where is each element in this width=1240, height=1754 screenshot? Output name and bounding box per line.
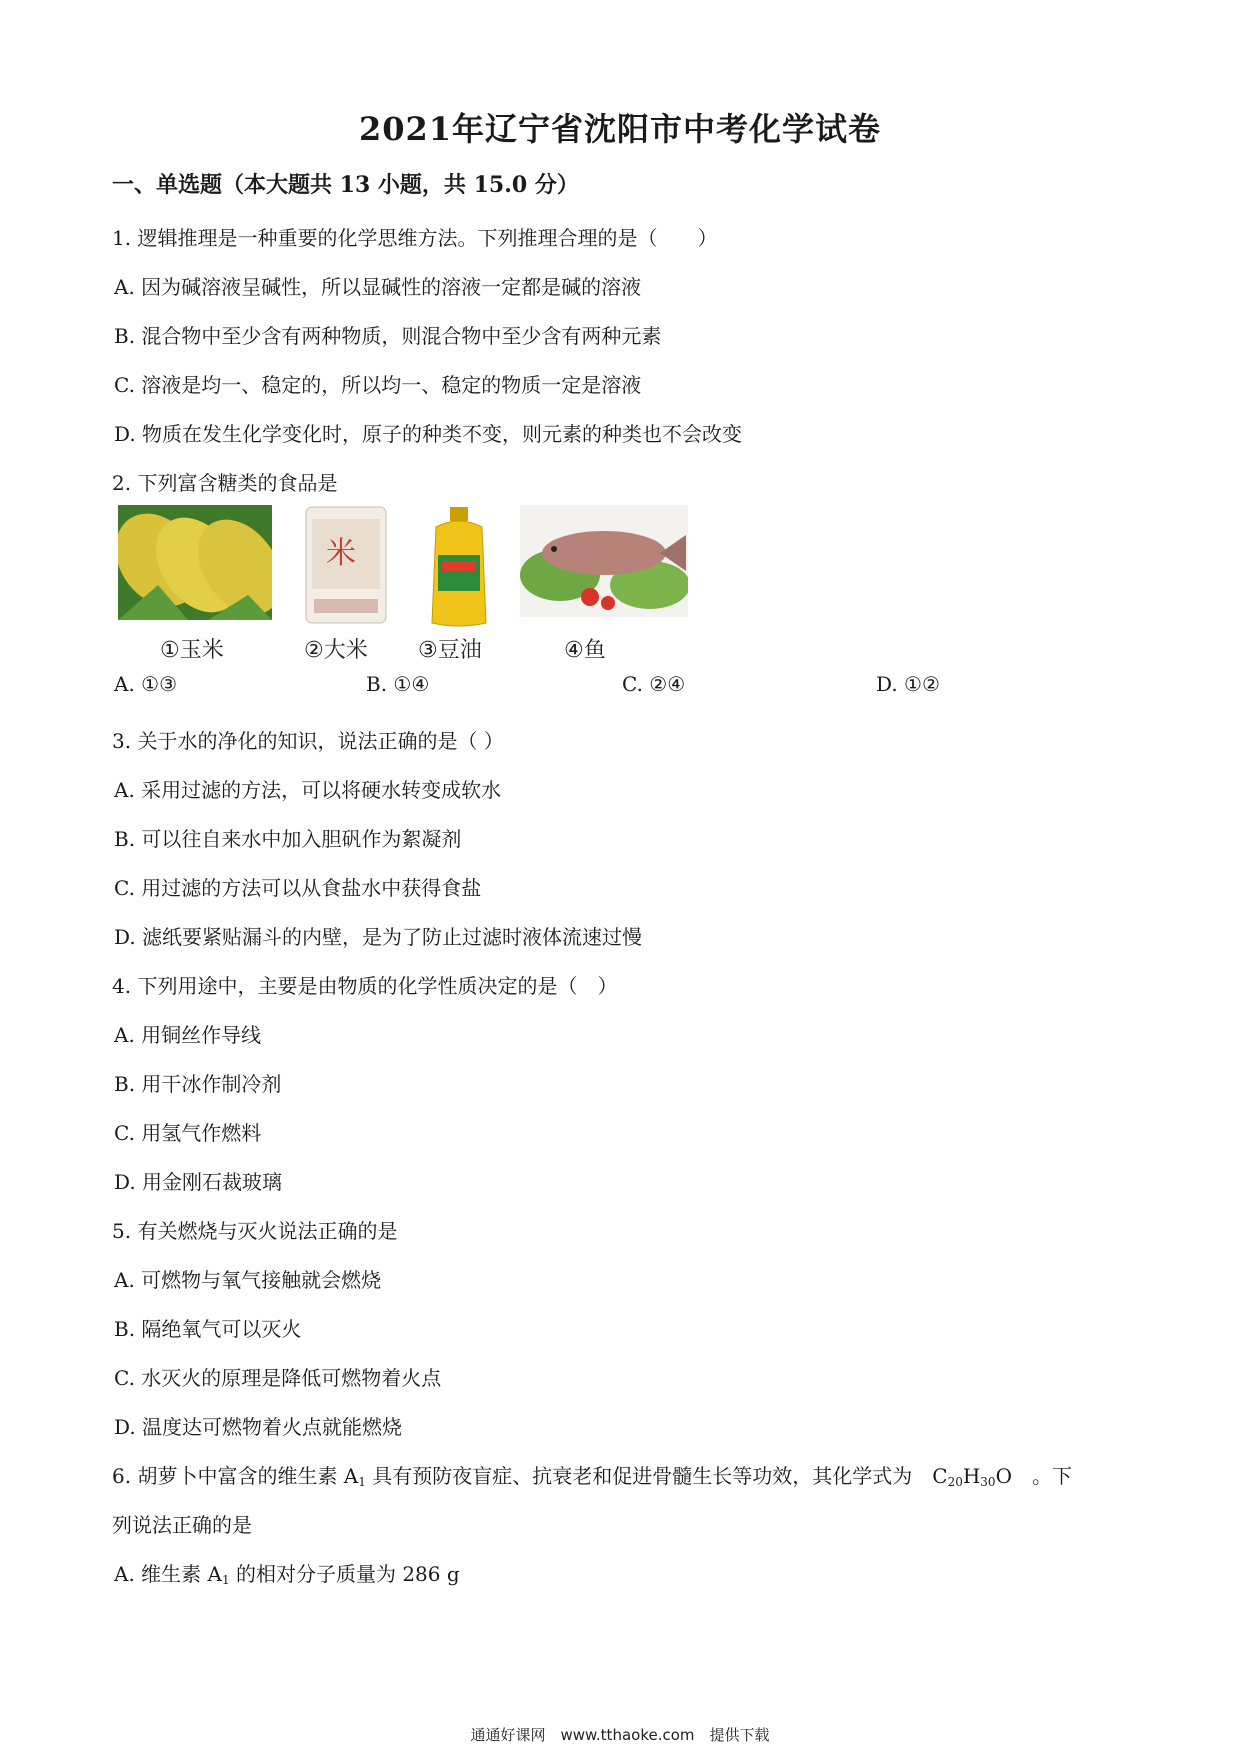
q6-stem-text-3: O 。下 <box>995 1464 1072 1488</box>
section-heading: 一、单选题（本大题共 13 小题，共 15.0 分） <box>112 172 579 198</box>
caption-oil: ③豆油 <box>418 638 482 663</box>
fish-image <box>520 505 688 617</box>
q5-option-d: D. 温度达可燃物着火点就能燃烧 <box>114 1415 403 1439</box>
q5-option-a: A. 可燃物与氧气接触就会燃烧 <box>114 1268 382 1292</box>
svg-text:米: 米 <box>326 536 356 571</box>
q1-option-b: B. 混合物中至少含有两种物质，则混合物中至少含有两种元素 <box>114 324 662 348</box>
caption-corn: ①玉米 <box>160 638 224 663</box>
q6-stem-h: H <box>962 1464 981 1488</box>
q4-option-b: B. 用干冰作制冷剂 <box>114 1072 282 1096</box>
q6-option-a-text-1: A. 维生素 A <box>114 1562 222 1586</box>
q3-option-c: C. 用过滤的方法可以从食盐水中获得食盐 <box>114 876 482 900</box>
q6-subscript-h: 30 <box>980 1475 996 1489</box>
q5-option-c: C. 水灭火的原理是降低可燃物着火点 <box>114 1366 442 1390</box>
question-3-stem: 3. 关于水的净化的知识，说法正确的是（ ） <box>112 729 504 753</box>
q2-option-d: D. ①② <box>876 672 940 696</box>
q4-option-a: A. 用铜丝作导线 <box>114 1023 262 1047</box>
q6-subscript-1: 1 <box>358 1475 366 1489</box>
q1-option-d: D. 物质在发生化学变化时，原子的种类不变，则元素的种类也不会改变 <box>114 422 743 446</box>
oil-bottle-image <box>424 505 494 630</box>
question-2-stem: 2. 下列富含糖类的食品是 <box>112 471 338 495</box>
caption-fish: ④鱼 <box>564 638 606 663</box>
q5-option-b: B. 隔绝氧气可以灭火 <box>114 1317 302 1341</box>
q2-option-b: B. ①④ <box>366 672 430 696</box>
page-title: 2021年辽宁省沈阳市中考化学试卷 <box>358 110 882 148</box>
corn-image <box>118 505 272 620</box>
q2-option-a: A. ①③ <box>114 672 178 696</box>
q6-option-a-text-2: 的相对分子质量为 286 g <box>229 1562 460 1586</box>
question-6-stem-line2: 列说法正确的是 <box>112 1513 252 1537</box>
q6-option-a-subscript: 1 <box>221 1573 230 1587</box>
q4-option-c: C. 用氢气作燃料 <box>114 1121 262 1145</box>
q3-option-a: A. 采用过滤的方法，可以将硬水转变成软水 <box>114 778 502 802</box>
food-images <box>118 505 698 665</box>
caption-rice: ②大米 <box>304 638 368 663</box>
question-4-stem: 4. 下列用途中，主要是由物质的化学性质决定的是（ ） <box>112 974 618 998</box>
q6-subscript-c: 20 <box>947 1475 963 1489</box>
q3-option-b: B. 可以往自来水中加入胆矾作为絮凝剂 <box>114 827 462 851</box>
q4-option-d: D. 用金刚石裁玻璃 <box>114 1170 283 1194</box>
q2-option-c: C. ②④ <box>622 672 686 696</box>
q1-option-c: C. 溶液是均一、稳定的，所以均一、稳定的物质一定是溶液 <box>114 373 642 397</box>
question-5-stem: 5. 有关燃烧与灭火说法正确的是 <box>112 1219 398 1243</box>
rice-bag-image <box>304 505 388 625</box>
q3-option-d: D. 滤纸要紧贴漏斗的内壁，是为了防止过滤时液体流速过慢 <box>114 925 643 949</box>
q6-stem-text-1: 6. 胡萝卜中富含的维生素 A <box>112 1464 359 1488</box>
q1-option-a: A. 因为碱溶液呈碱性，所以显碱性的溶液一定都是碱的溶液 <box>114 275 642 299</box>
footer: 通通好课网 www.tthaoke.com 提供下载 <box>470 1726 770 1744</box>
q6-stem-text-2: 具有预防夜盲症、抗衰老和促进骨髓生长等功效，其化学式为 C <box>365 1464 948 1488</box>
question-6-stem <box>112 1460 1072 1489</box>
q6-option-a <box>114 1558 460 1587</box>
question-1-stem: 1. 逻辑推理是一种重要的化学思维方法。下列推理合理的是（ ） <box>112 226 718 250</box>
